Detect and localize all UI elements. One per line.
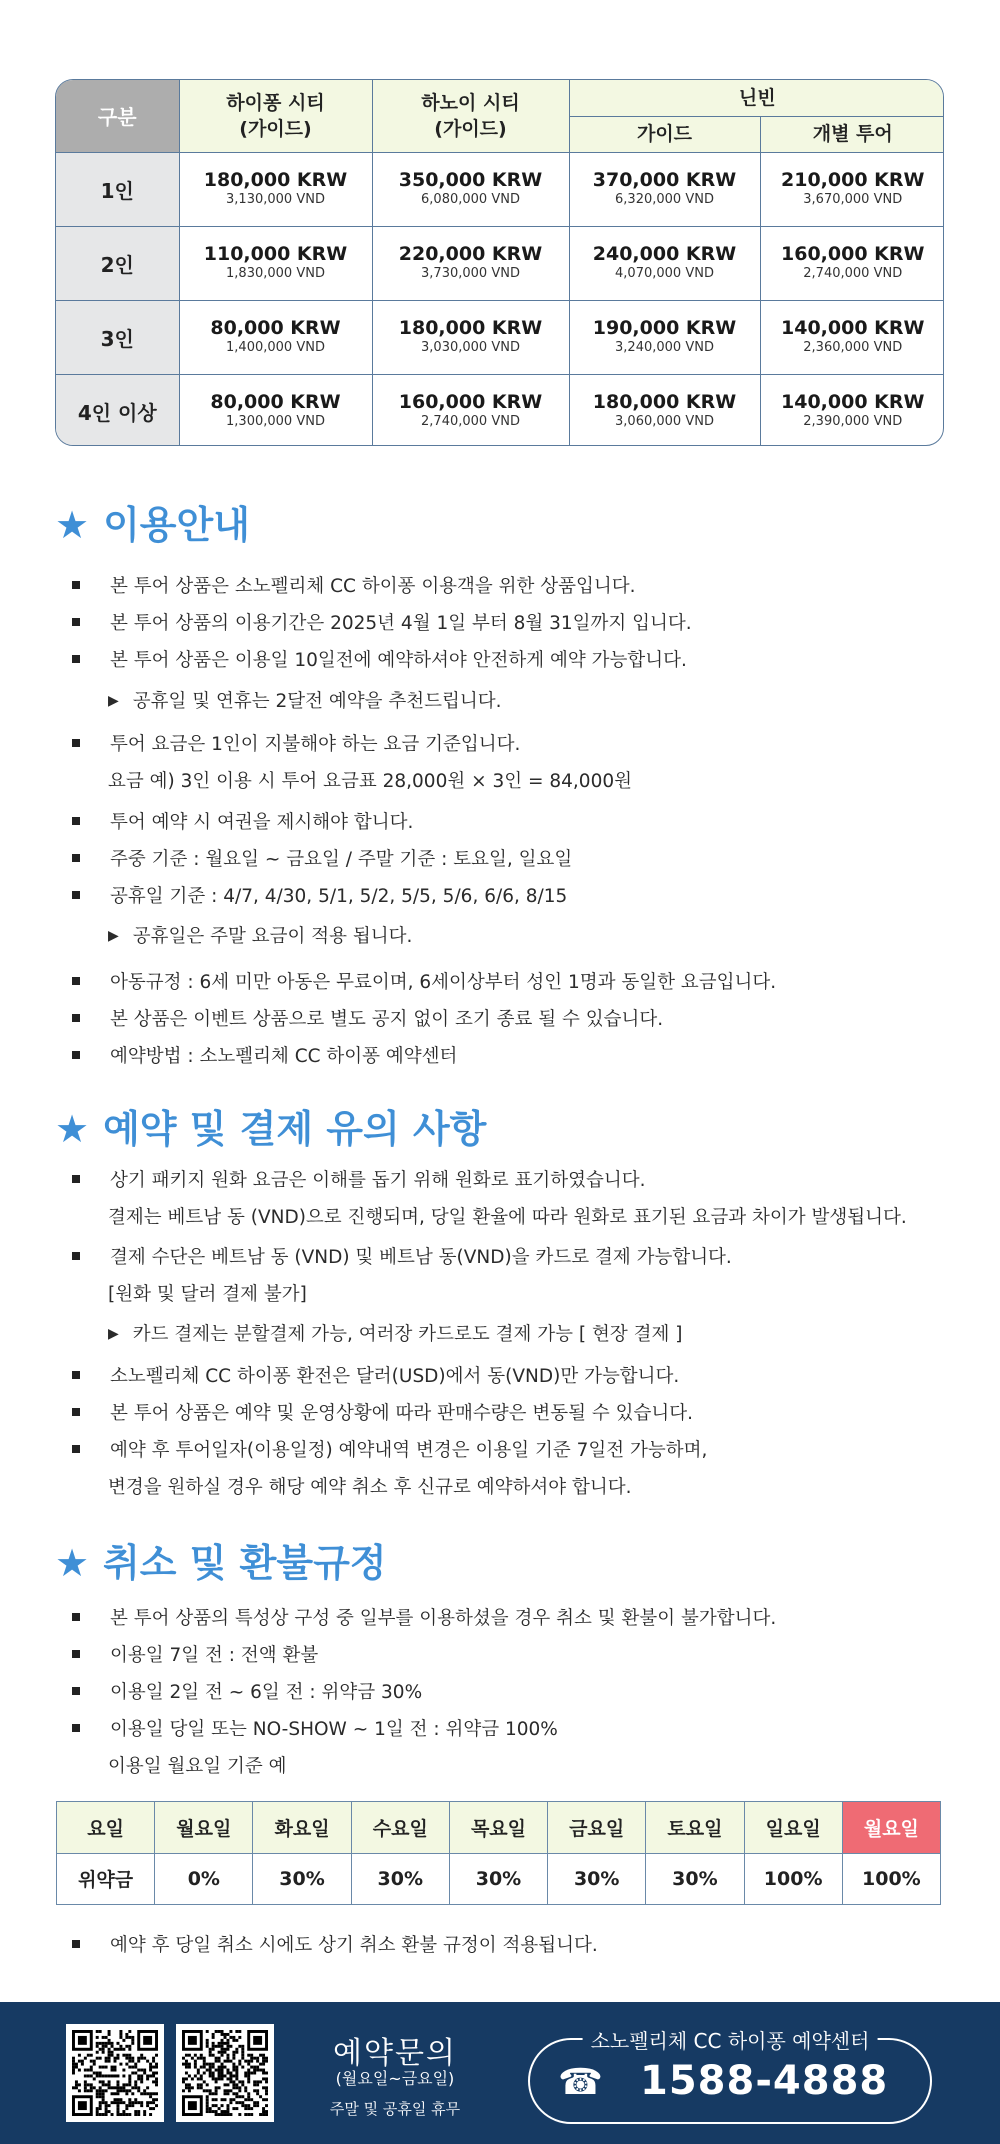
bullet-icon bbox=[72, 1940, 80, 1948]
list-item: 투어 예약 시 여권을 제시해야 합니다. bbox=[72, 810, 413, 836]
qr-code-graphic bbox=[182, 2030, 268, 2116]
price-cell bbox=[179, 226, 372, 300]
price-vnd: 3,030,000 VND bbox=[421, 340, 520, 355]
penalty-day: 화요일 bbox=[253, 1802, 351, 1854]
bullet-icon bbox=[72, 1408, 80, 1416]
price-krw: 370,000 KRW bbox=[592, 169, 737, 191]
bullet-icon bbox=[72, 1014, 80, 1022]
penalty-table-values bbox=[57, 1853, 941, 1905]
price-cell bbox=[760, 226, 944, 300]
list-item: 결제 수단은 베트남 동 (VND) 및 베트남 동(VND)을 카드로 결제 가능합니다. bbox=[72, 1245, 732, 1271]
price-vnd: 3,730,000 VND bbox=[421, 266, 520, 281]
star-icon: ★ bbox=[55, 1107, 90, 1151]
penalty-table-header bbox=[57, 1802, 941, 1854]
penalty-day: 요일 bbox=[57, 1802, 155, 1854]
price-krw: 160,000 KRW bbox=[398, 391, 543, 414]
triangle-right-icon: ▶ bbox=[108, 693, 119, 709]
list-item: 이용일 당일 또는 NO-SHOW ~ 1일 전 : 위약금 100% bbox=[72, 1717, 558, 1743]
penalty-day: 목요일 bbox=[449, 1802, 547, 1854]
bullet-icon bbox=[72, 977, 80, 985]
contact-title: 예약문의 bbox=[333, 2036, 457, 2071]
star-icon: ★ bbox=[55, 1541, 90, 1585]
bullet-icon bbox=[72, 854, 80, 862]
list-item: 투어 요금은 1인이 지불해야 하는 요금 기준입니다. bbox=[72, 732, 520, 758]
price-krw: 80,000 KRW bbox=[210, 317, 341, 339]
phone-box[interactable] bbox=[528, 2029, 932, 2124]
penalty-rate: 30% bbox=[351, 1853, 449, 1905]
list-item: 본 상품은 이벤트 상품으로 별도 공지 없이 조기 종료 될 수 있습니다. bbox=[72, 1007, 663, 1033]
price-vnd: 3,670,000 VND bbox=[803, 192, 903, 207]
price-krw: 180,000 KRW bbox=[592, 391, 737, 414]
phone-number[interactable]: 1588-4888 bbox=[640, 2058, 889, 2104]
price-krw: 350,000 KRW bbox=[398, 169, 543, 191]
list-item: 본 투어 상품은 예약 및 운영상황에 따라 판매수량은 변동될 수 있습니다. bbox=[72, 1401, 693, 1427]
list-item: 본 투어 상품의 특성상 구성 중 일부를 이용하셨을 경우 취소 및 환불이 불가합니다. bbox=[72, 1606, 776, 1632]
list-item: 아동규정 : 6세 미만 아동은 무료이며, 6세이상부터 성인 1명과 동일한 요금입니다. bbox=[72, 970, 776, 996]
price-vnd: 2,360,000 VND bbox=[803, 340, 903, 355]
price-cell bbox=[760, 152, 944, 226]
bullet-icon bbox=[72, 1613, 80, 1621]
price-cell bbox=[179, 374, 372, 446]
price-vnd: 2,390,000 VND bbox=[803, 414, 903, 430]
price-table-corner: 구분 bbox=[56, 80, 179, 152]
bullet-icon bbox=[72, 1650, 80, 1658]
penalty-rate: 위약금 bbox=[57, 1853, 155, 1905]
price-vnd: 1,300,000 VND bbox=[226, 414, 325, 430]
section-title-payment: ★ 예약 및 결제 유의 사항 bbox=[55, 1107, 487, 1151]
triangle-right-icon: ▶ bbox=[108, 928, 119, 944]
bullet-icon bbox=[72, 817, 80, 825]
list-item-continued: 변경을 원하실 경우 해당 예약 취소 후 신규로 예약하셔야 합니다. bbox=[108, 1477, 632, 1498]
price-krw: 240,000 KRW bbox=[592, 243, 737, 265]
penalty-day: 일요일 bbox=[744, 1802, 842, 1854]
table-row bbox=[56, 300, 944, 374]
bullet-icon bbox=[72, 1687, 80, 1695]
list-item-continued: [원화 및 달러 결제 불가] bbox=[108, 1284, 307, 1305]
list-item: 본 투어 상품은 소노펠리체 CC 하이퐁 이용객을 위한 상품입니다. bbox=[72, 574, 636, 600]
price-vnd: 3,240,000 VND bbox=[615, 340, 714, 355]
list-item: 공휴일 기준 : 4/7, 4/30, 5/1, 5/2, 5/5, 5/6, 6/6, 8/15 bbox=[72, 884, 567, 910]
penalty-day: 금요일 bbox=[548, 1802, 646, 1854]
price-krw: 180,000 KRW bbox=[398, 317, 543, 339]
price-vnd: 6,080,000 VND bbox=[421, 192, 520, 207]
penalty-rate: 0% bbox=[155, 1853, 253, 1905]
footer bbox=[0, 2002, 1000, 2144]
price-vnd: 1,400,000 VND bbox=[226, 340, 325, 355]
penalty-day: 수요일 bbox=[351, 1802, 449, 1854]
penalty-rate: 100% bbox=[744, 1853, 842, 1905]
bullet-icon bbox=[72, 618, 80, 626]
price-vnd: 2,740,000 VND bbox=[803, 266, 903, 281]
sub-item: ▶ 공휴일은 주말 요금이 적용 됩니다. bbox=[108, 924, 412, 951]
price-krw: 180,000 KRW bbox=[203, 169, 348, 191]
price-cell bbox=[372, 226, 569, 300]
penalty-rate: 100% bbox=[842, 1853, 940, 1905]
bullet-icon bbox=[72, 1371, 80, 1379]
price-table bbox=[55, 79, 944, 446]
bullet-icon bbox=[72, 655, 80, 663]
bullet-icon bbox=[72, 1175, 80, 1183]
price-krw: 160,000 KRW bbox=[781, 243, 925, 265]
price-krw: 210,000 KRW bbox=[781, 169, 925, 191]
row-label: 2인 bbox=[56, 226, 179, 300]
list-item: 상기 패키지 원화 요금은 이해를 돕기 위해 원화로 표기하였습니다. bbox=[72, 1168, 645, 1194]
price-vnd: 3,130,000 VND bbox=[226, 192, 325, 207]
price-vnd: 1,830,000 VND bbox=[226, 266, 325, 281]
list-item: 예약 후 당일 취소 시에도 상기 취소 환불 규정이 적용됩니다. bbox=[72, 1933, 598, 1959]
qr-code-graphic bbox=[72, 2030, 158, 2116]
sub-item: ▶ 공휴일 및 연휴는 2달전 예약을 추천드립니다. bbox=[108, 689, 502, 716]
list-item: 본 투어 상품의 이용기간은 2025년 4월 1일 부터 8월 31일까지 입니다. bbox=[72, 611, 692, 637]
col-header-ninhbinh-guide: 가이드 bbox=[569, 116, 760, 152]
list-item: 예약방법 : 소노펠리체 CC 하이퐁 예약센터 bbox=[72, 1044, 457, 1070]
reservation-center-name: 소노펠리체 CC 하이퐁 예약센터 bbox=[583, 2025, 878, 2054]
price-cell bbox=[372, 300, 569, 374]
bullet-icon bbox=[72, 1252, 80, 1260]
section-title-usage: ★ 이용안내 bbox=[55, 503, 250, 547]
bullet-icon bbox=[72, 1051, 80, 1059]
price-cell bbox=[372, 374, 569, 446]
col-header-ninhbinh: 닌빈 bbox=[569, 80, 944, 116]
bullet-icon bbox=[72, 891, 80, 899]
bullet-icon bbox=[72, 581, 80, 589]
bullet-icon bbox=[72, 1724, 80, 1732]
row-label: 4인 이상 bbox=[56, 374, 179, 446]
col-header-ninhbinh-private: 개별 투어 bbox=[760, 116, 944, 152]
list-item: 주중 기준 : 월요일 ~ 금요일 / 주말 기준 : 토요일, 일요일 bbox=[72, 847, 572, 873]
list-item: 본 투어 상품은 이용일 10일전에 예약하셔야 안전하게 예약 가능합니다. bbox=[72, 648, 687, 674]
list-item: 소노펠리체 CC 하이퐁 환전은 달러(USD)에서 동(VND)만 가능합니다. bbox=[72, 1364, 679, 1390]
triangle-right-icon: ▶ bbox=[108, 1326, 119, 1342]
penalty-day: 월요일 bbox=[155, 1802, 253, 1854]
price-vnd: 6,320,000 VND bbox=[615, 192, 714, 207]
price-krw: 190,000 KRW bbox=[592, 317, 737, 339]
list-item: 이용일 7일 전 : 전액 환불 bbox=[72, 1643, 318, 1669]
price-krw: 110,000 KRW bbox=[203, 243, 348, 265]
penalty-rate: 30% bbox=[253, 1853, 351, 1905]
price-cell bbox=[569, 374, 760, 446]
price-krw: 220,000 KRW bbox=[398, 243, 543, 265]
row-label: 1인 bbox=[56, 152, 179, 226]
list-item-continued: 이용일 월요일 기준 예 bbox=[108, 1756, 287, 1777]
phone-icon: ☎ bbox=[558, 2062, 603, 2103]
price-cell bbox=[569, 152, 760, 226]
penalty-day: 월요일 bbox=[842, 1802, 940, 1854]
list-item: 이용일 2일 전 ~ 6일 전 : 위약금 30% bbox=[72, 1680, 422, 1706]
col-header-hanoi: 하노이 시티 (가이드) bbox=[372, 80, 569, 152]
bullet-icon bbox=[72, 739, 80, 747]
contact-holiday: 주말 및 공휴일 휴무 bbox=[329, 2100, 461, 2118]
price-cell bbox=[179, 300, 372, 374]
price-vnd: 2,740,000 VND bbox=[421, 414, 520, 430]
price-krw: 140,000 KRW bbox=[781, 317, 925, 339]
row-label: 3인 bbox=[56, 300, 179, 374]
col-header-haiphong: 하이퐁 시티 (가이드) bbox=[179, 80, 372, 152]
penalty-table bbox=[56, 1801, 941, 1905]
price-krw: 140,000 KRW bbox=[781, 391, 925, 414]
table-row bbox=[56, 374, 944, 446]
qr-code-icon[interactable] bbox=[66, 2024, 164, 2122]
sub-item: ▶ 카드 결제는 분할결제 가능, 여러장 카드로도 결제 가능 [ 현장 결제 ] bbox=[108, 1322, 682, 1349]
price-cell bbox=[760, 300, 944, 374]
list-item-continued: 요금 예) 3인 이용 시 투어 요금표 28,000원 × 3인 = 84,000원 bbox=[108, 771, 632, 792]
price-cell bbox=[179, 152, 372, 226]
contact-hours: (월요일~금요일) bbox=[335, 2069, 455, 2088]
qr-code-icon[interactable] bbox=[176, 2024, 274, 2122]
list-item-continued: 결제는 베트남 동 (VND)으로 진행되며, 당일 환율에 따라 원화로 표기된 요금과 차이가 발생됩니다. bbox=[108, 1207, 907, 1228]
penalty-rate: 30% bbox=[449, 1853, 547, 1905]
price-vnd: 3,060,000 VND bbox=[615, 414, 714, 430]
table-row bbox=[56, 226, 944, 300]
price-cell bbox=[569, 226, 760, 300]
price-cell bbox=[569, 300, 760, 374]
price-cell bbox=[372, 152, 569, 226]
price-vnd: 4,070,000 VND bbox=[615, 266, 714, 281]
section-title-refund: ★ 취소 및 환불규정 bbox=[55, 1541, 387, 1585]
star-icon: ★ bbox=[55, 503, 90, 547]
price-krw: 80,000 KRW bbox=[210, 391, 341, 414]
list-item: 예약 후 투어일자(이용일정) 예약내역 변경은 이용일 기준 7일전 가능하며, bbox=[72, 1438, 707, 1464]
penalty-rate: 30% bbox=[646, 1853, 744, 1905]
penalty-rate: 30% bbox=[548, 1853, 646, 1905]
bullet-icon bbox=[72, 1445, 80, 1453]
table-row bbox=[56, 152, 944, 226]
penalty-day: 토요일 bbox=[646, 1802, 744, 1854]
price-cell bbox=[760, 374, 944, 446]
